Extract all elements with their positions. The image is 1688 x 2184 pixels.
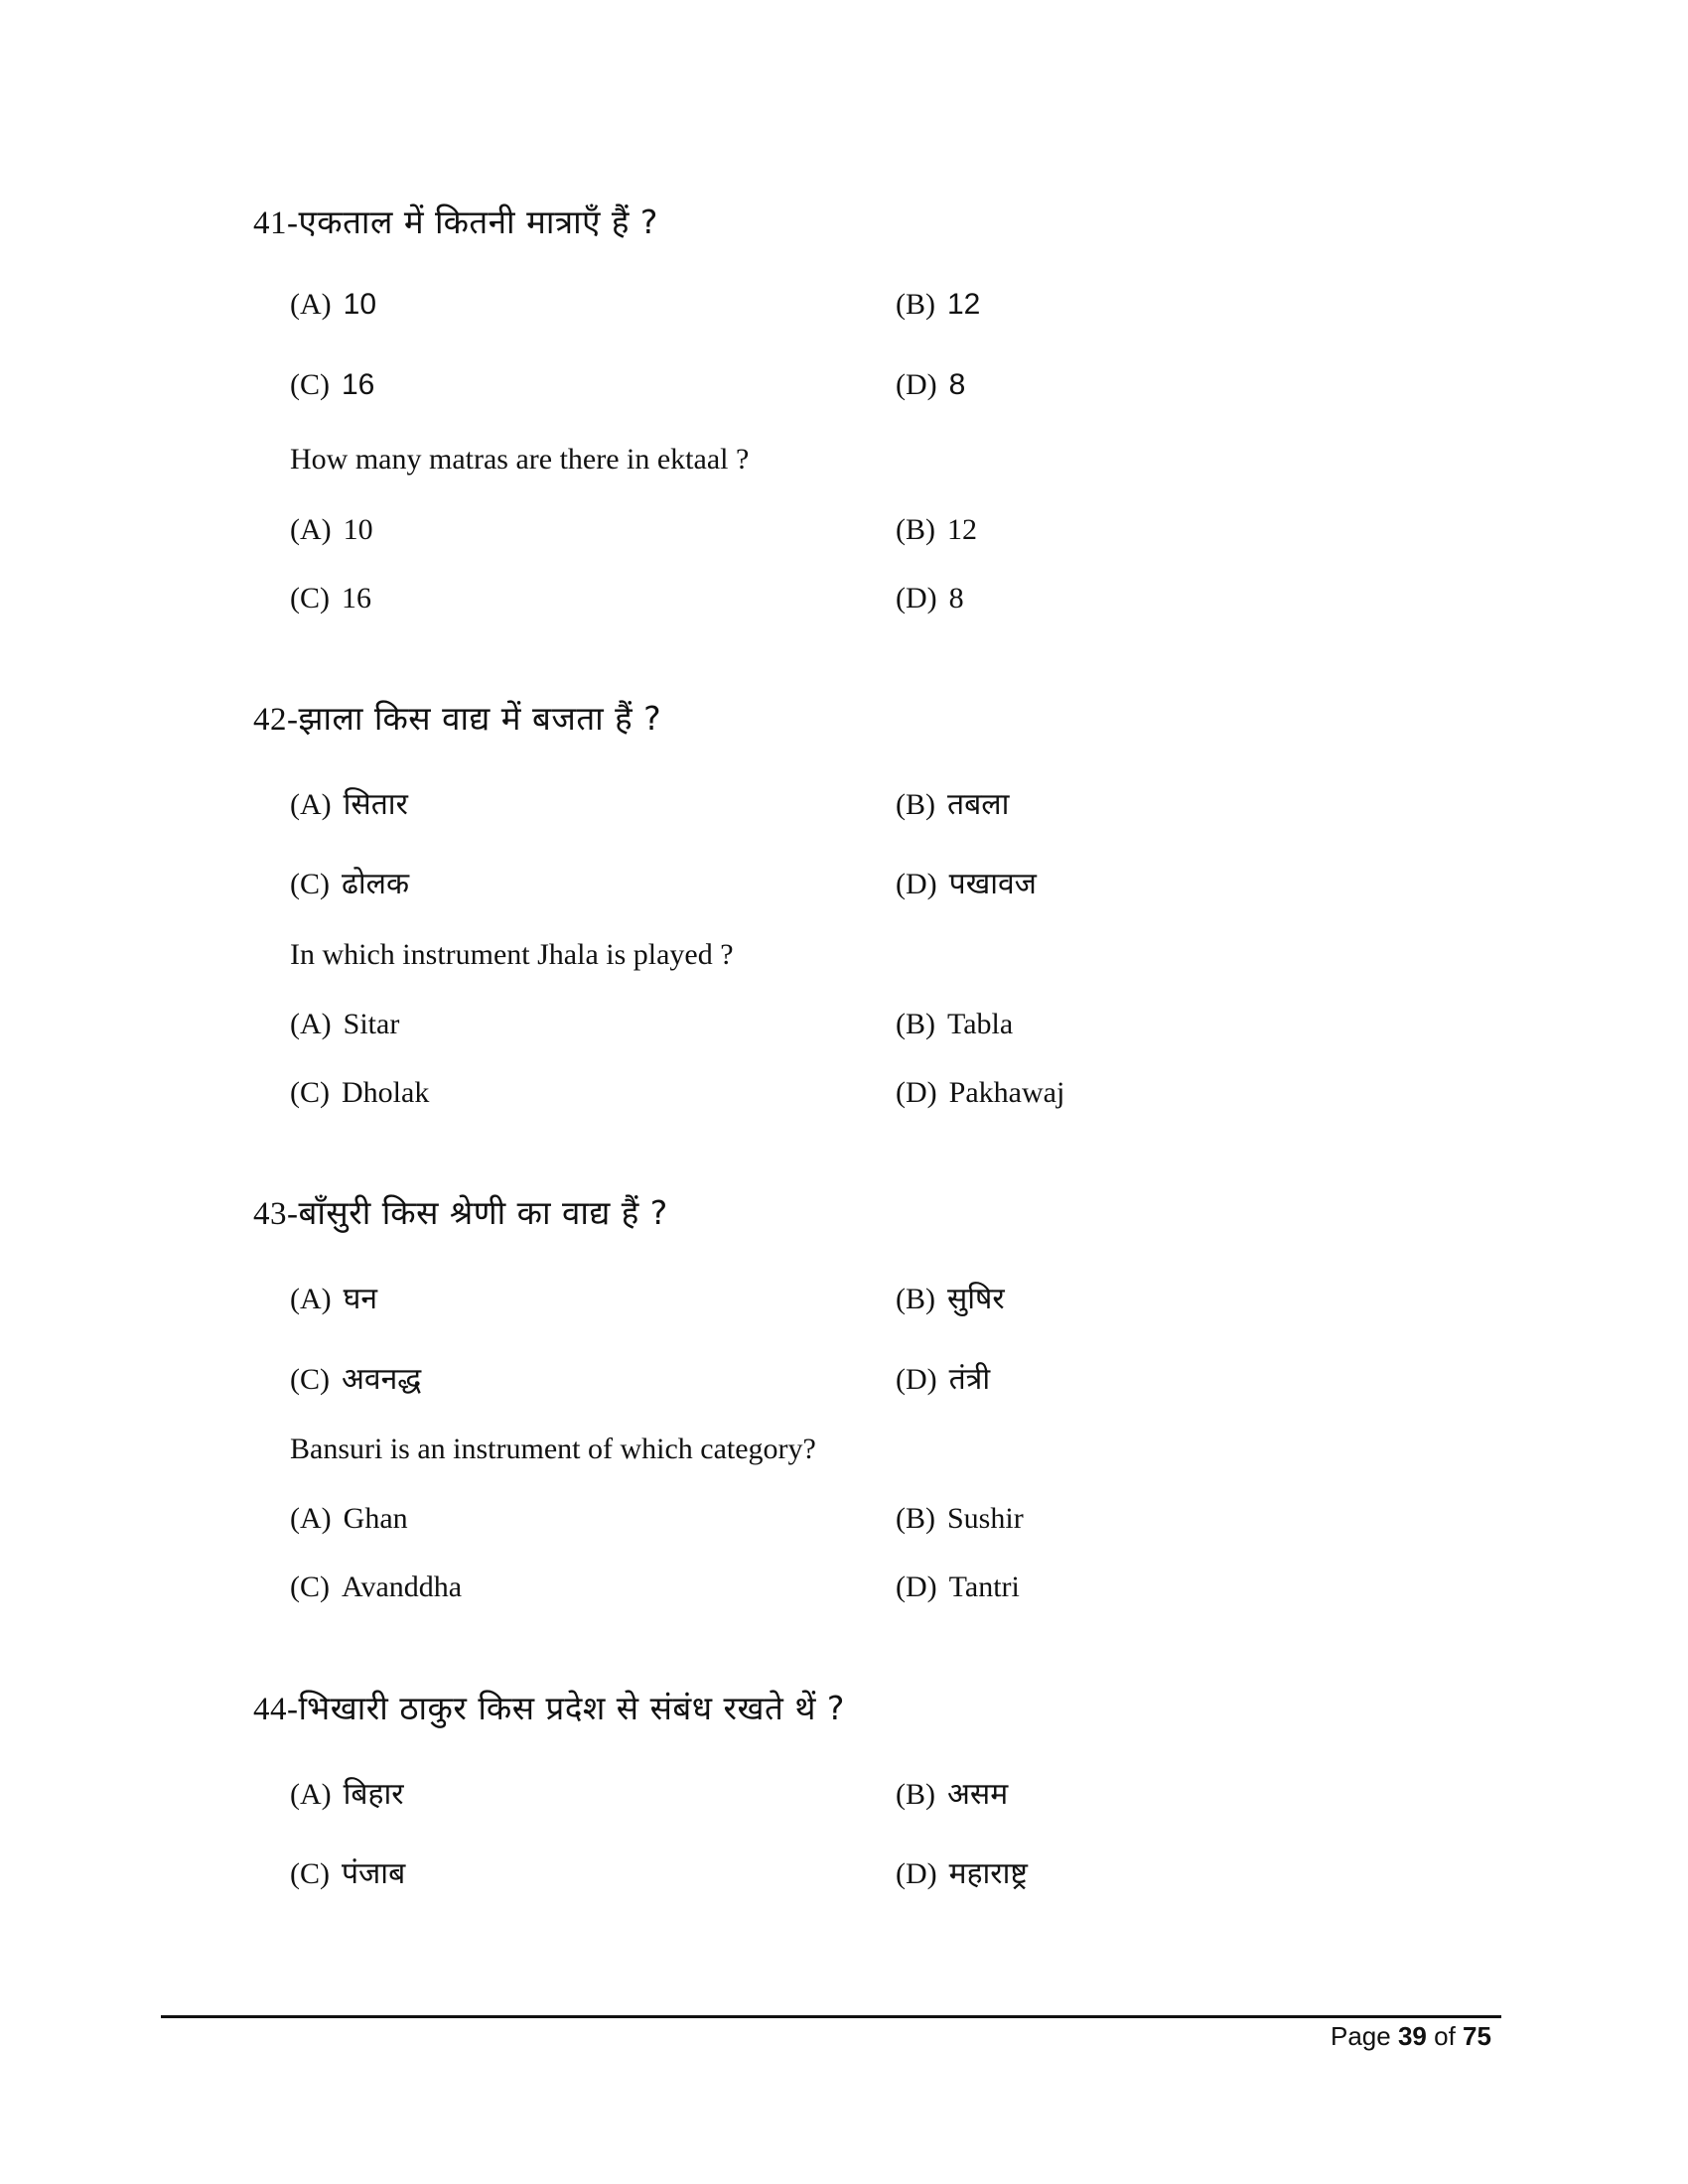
q42-en-option-a: (A) Sitar xyxy=(290,1008,400,1040)
q41-en-option-b: (B) 12 xyxy=(896,513,977,546)
q43-hi-option-d: (D) तंत्री xyxy=(896,1362,991,1397)
question-number: 43- xyxy=(253,1196,299,1232)
page-number: Page 39 of 75 xyxy=(1331,2021,1491,2051)
q41-en-option-c: (C) 16 xyxy=(290,582,371,614)
q42-hi-option-d: (D) पखावज xyxy=(896,867,1037,901)
q43-en-option-b: (B) Sushir xyxy=(896,1502,1024,1535)
q43-hi-option-c: (C) अवनद्ध xyxy=(290,1362,422,1397)
q43-hi-option-a: (A) घन xyxy=(290,1282,378,1316)
q44-hi-option-b: (B) असम xyxy=(896,1777,1009,1812)
q41-hi-option-b: (B) 12 xyxy=(896,288,981,321)
q42-en-option-b: (B) Tabla xyxy=(896,1008,1014,1040)
q41-en-option-d: (D) 8 xyxy=(896,582,964,614)
q42-hi-option-b: (B) तबला xyxy=(896,787,1010,822)
question-text: झाला किस वाद्य में बजता हैं ? xyxy=(298,699,662,738)
question-text: बाँसुरी किस श्रेणी का वाद्य हैं ? xyxy=(298,1193,668,1232)
q44-hi-option-c: (C) पंजाब xyxy=(290,1856,406,1891)
q41-hi-option-d: (D) 8 xyxy=(896,368,966,401)
q43-en-option-d: (D) Tantri xyxy=(896,1570,1020,1603)
q42-en-option-d: (D) Pakhawaj xyxy=(896,1076,1065,1109)
q43-hi-option-b: (B) सुषिर xyxy=(896,1282,1005,1316)
question-43-english: Bansuri is an instrument of which category? xyxy=(290,1433,816,1465)
q44-hi-option-d: (D) महाराष्ट्र xyxy=(896,1856,1028,1891)
question-41-english: How many matras are there in ektaal ? xyxy=(290,443,750,476)
q41-hi-option-c: (C) 16 xyxy=(290,368,375,401)
q42-en-option-c: (C) Dholak xyxy=(290,1076,430,1109)
question-number: 41- xyxy=(253,205,299,241)
q42-hi-option-a: (A) सितार xyxy=(290,787,408,822)
question-42-english: In which instrument Jhala is played ? xyxy=(290,938,734,971)
q43-en-option-a: (A) Ghan xyxy=(290,1502,408,1535)
q42-hi-option-c: (C) ढोलक xyxy=(290,867,410,901)
question-41-hindi xyxy=(253,199,658,243)
footer-divider xyxy=(161,2015,1501,2018)
question-42-hindi xyxy=(253,695,661,740)
question-number: 42- xyxy=(253,702,299,738)
question-text: भिखारी ठाकुर किस प्रदेश से संबंध रखते थें ? xyxy=(298,1689,845,1727)
question-text: एकताल में कितनी मात्राएँ हैं ? xyxy=(298,203,658,241)
question-number: 44- xyxy=(253,1692,299,1727)
q44-hi-option-a: (A) बिहार xyxy=(290,1777,404,1812)
q41-en-option-a: (A) 10 xyxy=(290,513,373,546)
question-44-hindi xyxy=(253,1685,845,1729)
q41-hi-option-a: (A) 10 xyxy=(290,288,377,321)
q43-en-option-c: (C) Avanddha xyxy=(290,1570,463,1603)
question-43-hindi xyxy=(253,1189,668,1234)
